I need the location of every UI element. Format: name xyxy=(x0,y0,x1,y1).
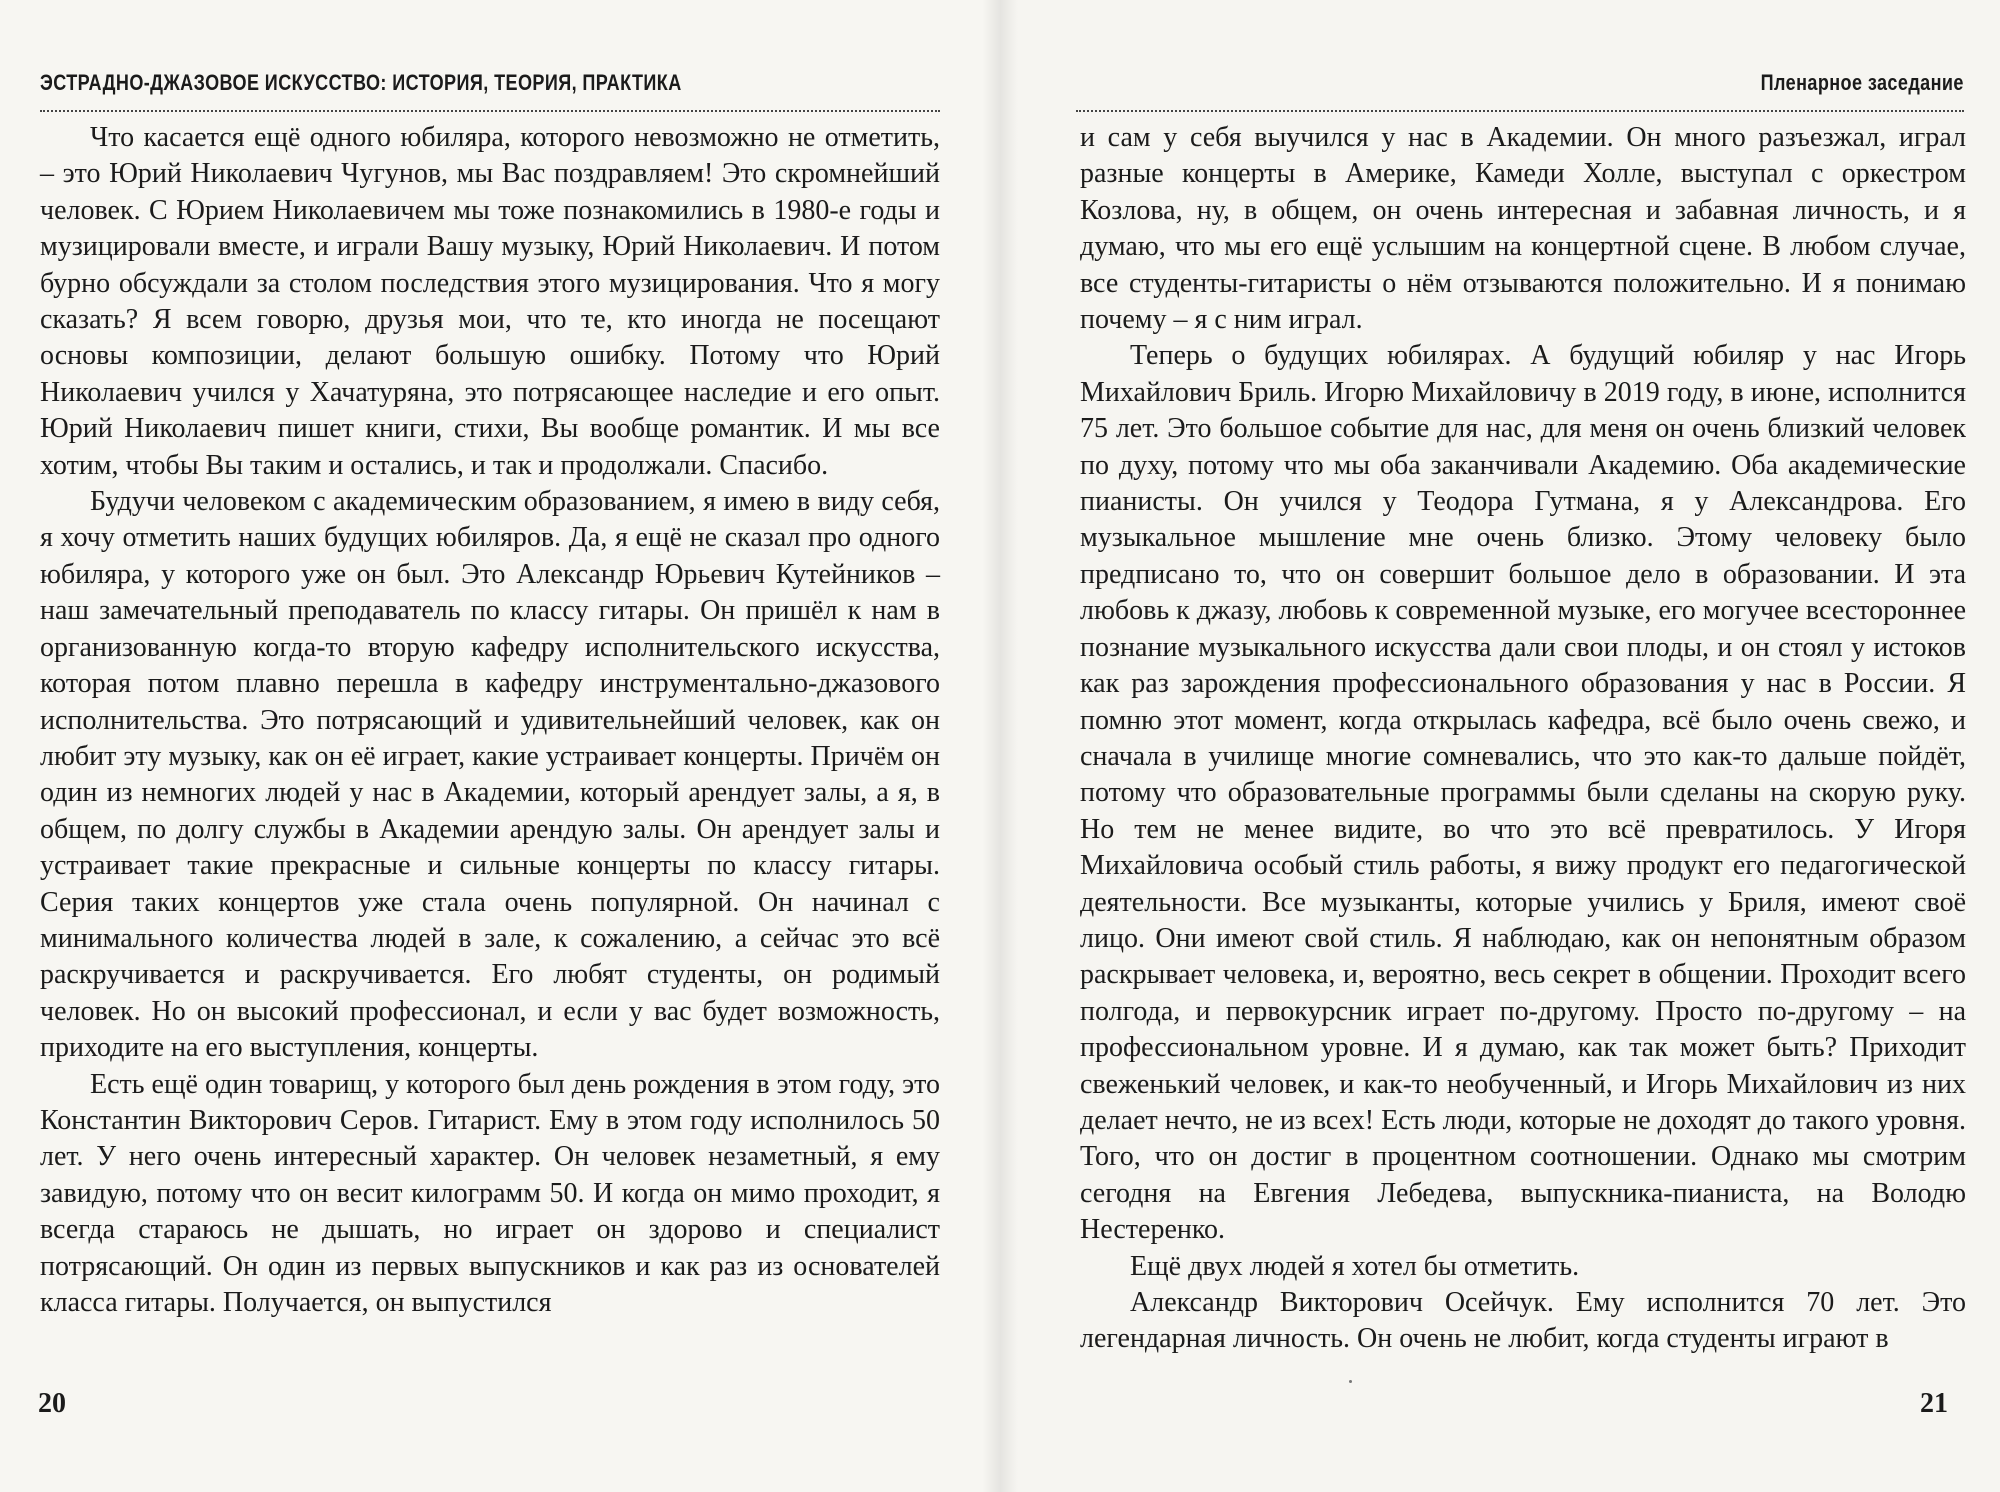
right-page-body xyxy=(1080,120,1966,1358)
paragraph: Ещё двух людей я хотел бы отметить. xyxy=(1130,1250,1580,1282)
paragraph: Теперь о будущих юбилярах. А будущий юбиляр у нас Игорь Михайлович Бриль. Игорю Михайловичу в 2019 году, в июне, исполнится 75 лет. Это большое событие для нас, для меня он очень близкий человек по духу, потому что мы оба заканчивали Академию. Оба академические пианисты. Он учился у Теодора Гутмана, я у Александрова. Его музыкальное мышление мне очень близко. Этому человеку было предписано то, что он совершит большое дело в образовании. И эта любовь к джазу, любовь к современной музыке, его могучее всестороннее познание музыкального искусства дали свои плоды, и он стоял у истоков как раз зарождения профессионального образования у нас в России. Я помню этот момент, когда открылась кафедра, всё было очень свежо, и сначала в училище многие сомневались, что это как-то дальше пойдёт, потому что образовательные программы были сделаны на скорую руку. Но тем не менее видите, во что это всё превратилось. У Игоря Михайловича особый стиль работы, я вижу продукт его педагогической деятельности. Все музыканты, которые учились у Бриля, имеют своё лицо. Они имеют свой стиль. Я наблюдаю, как он непонятным образом раскрывает человека, и, вероятно, весь секрет в общении. Проходит всего полгода, и первокурсник играет по-другому. Просто по-другому – на профессиональном уровне. И я думаю, как так может быть? Приходит свеженький человек, и как-то необученный, и Игорь Михайлович из них делает нечто, не из всех! Есть люди, которые не доходят до такого уровня. Того, что он достиг в процентном соотношении. Однако мы смотрим сегодня на Евгения Лебедева, выпускника-пианиста, на Володю Нестеренко. xyxy=(1080,340,1966,1246)
running-head-right-text: Пленарное заседание xyxy=(1760,70,1964,95)
paragraph: Есть ещё один товарищ, у которого был день рождения в этом году, это Константин Викторович Серов. Гитарист. Ему в этом году исполнилось 50 лет. У него очень интересный характер. Он человек незаметный, я ему завидую, потому что он весит килограмм 50. И когда он мимо проходит, я всегда стараюсь не дышать, но играет он здорово и специалист потрясающий. Он один из первых выпускников и как раз из основателей класса гитары. Получается, он выпустился xyxy=(40,1068,940,1318)
running-head-left-text: ЭСТРАДНО-ДЖАЗОВОЕ ИСКУССТВО: ИСТОРИЯ, ТЕОРИЯ, ПРАКТИКА xyxy=(40,70,682,95)
right-page xyxy=(1000,0,2000,1492)
paragraph: Будучи человеком с академическим образованием, я имею в виду себя, я хочу отметить наших будущих юбиляров. Да, я ещё не сказал про одного юбиляра, у которого уже он был. Это Александр Юрьевич Кутейников – наш замечательный преподаватель по классу гитары. Он пришёл к нам в организованную когда-то вторую кафедру исполнительского искусства, которая потом плавно перешла в кафедру инструментально-джазового исполнительства. Это потрясающий и удивительнейший человек, как он любит эту музыку, как он её играет, какие устраивает концерты. Причём он один из немногих людей у нас в Академии, который арендует залы, а я, в общем, по долгу службы в Академии арендую залы. Он арендует залы и устраивает такие прекрасные и сильные концерты по классу гитары. Серия таких концертов уже стала очень популярной. Он начинал с минимального количества людей в зале, к сожалению, а сейчас это всё раскручивается и раскручивается. Его любят студенты, он родимый человек. Но он высокий профессионал, и если у вас будет возможность, приходите на его выступления, концерты. xyxy=(40,486,940,1064)
page-number-left: 20 xyxy=(38,1388,66,1419)
paragraph: Что касается ещё одного юбиляра, которого невозможно не отметить, – это Юрий Николаевич Чугунов, мы Вас поздравляем! Это скромнейший человек. С Юрием Николаевичем мы тоже познакомились в 1980-е годы и музицировали вместе, и играли Вашу музыку, Юрий Николаевич. И потом бурно обсуждали за столом последствия этого музицирования. Что я могу сказать? Я всем говорю, друзья мои, что те, кто иногда не посещают основы композиции, делают большую ошибку. Потому что Юрий Николаевич учился у Хачатуряна, это потрясающее наследие и его опыт. Юрий Николаевич пишет книги, стихи, Вы вообще романтик. И мы все хотим, чтобы Вы таким и остались, и так и продолжали. Спасибо. xyxy=(40,122,940,481)
book-gutter xyxy=(982,0,1018,1492)
running-head-left xyxy=(40,70,940,112)
paragraph: Александр Викторович Осейчук. Ему исполнится 70 лет. Это легендарная личность. Он очень не любит, когда студенты играют в xyxy=(1080,1287,1966,1355)
left-page-body xyxy=(40,120,940,1321)
paragraph: и сам у себя выучился у нас в Академии. Он много разъезжал, играл разные концерты в Америке, Камеди Холле, выступал с оркестром Козлова, ну, в общем, он очень интересная и забавная личность, и я думаю, что мы его ещё услышим на концертной сцене. В любом случае, все студенты-гитаристы о нём отзываются положительно. И я понимаю почему – я с ним играл. xyxy=(1080,122,1966,336)
print-speck xyxy=(1349,1380,1352,1383)
running-head-right xyxy=(1076,70,1964,112)
page-number-right: 21 xyxy=(1920,1388,1948,1419)
